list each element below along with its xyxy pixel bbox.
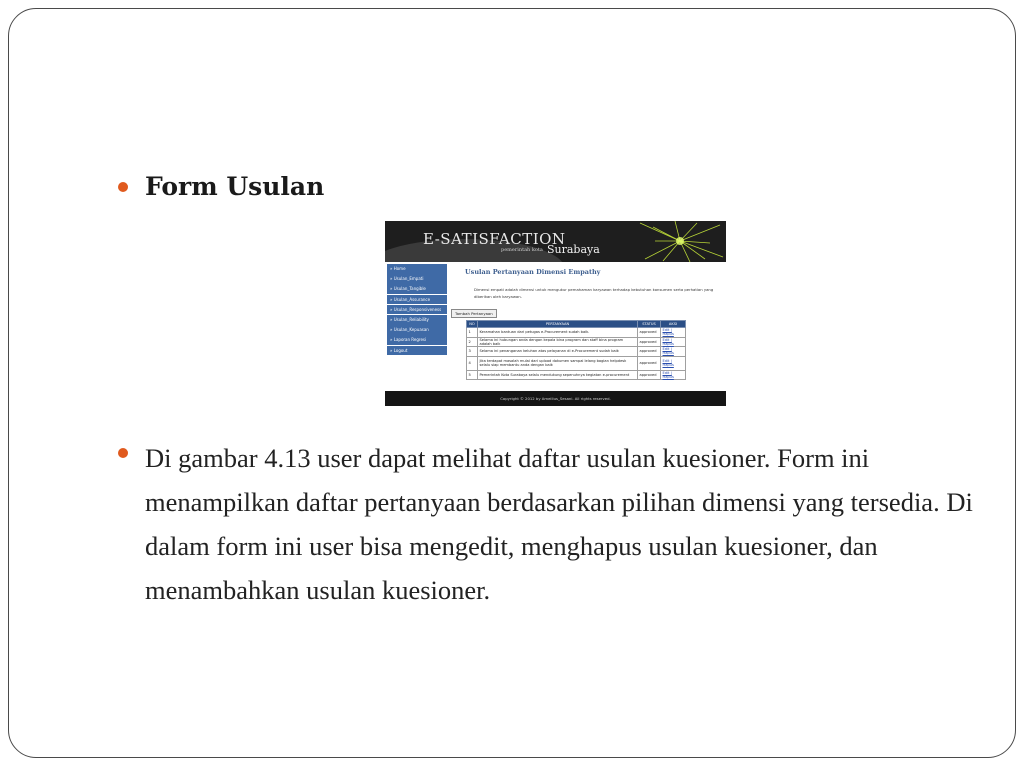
row-status: approved <box>638 328 661 338</box>
row-status: approved <box>638 347 661 357</box>
row-no: 1 <box>467 328 478 338</box>
row-no: 3 <box>467 347 478 357</box>
add-question-button[interactable]: Tambah Pertanyaan <box>451 309 497 318</box>
row-status: approved <box>638 337 661 347</box>
row-status: approved <box>638 370 661 380</box>
edit-link[interactable]: Edit <box>662 337 670 342</box>
app-brand: E-SATISFACTION <box>423 230 566 248</box>
nav-item-reliability[interactable]: » Usulan_Reliability <box>387 315 447 325</box>
table-row <box>467 347 686 357</box>
table-row <box>467 337 686 347</box>
row-no: 2 <box>467 337 478 347</box>
app-sidebar <box>387 264 447 356</box>
app-brand-subtitle: pemerintah kota <box>501 247 543 253</box>
page-description: Dimensi empati adalah dimensi untuk mengukur pemahaman karyawan terhadap kebutuhan konsumen serta perhatian yang diberikan oleh karyawan. <box>474 287 714 299</box>
delete-link[interactable]: Hapus <box>662 341 674 346</box>
nav-item-home[interactable]: » Home <box>387 264 447 274</box>
table-header-row <box>467 321 686 328</box>
questions-table <box>466 320 686 380</box>
edit-link[interactable]: Edit <box>662 328 670 333</box>
row-question: Selama ini penanganan keluhan atas pelayanan di e-Procurement sudah baik <box>478 347 638 357</box>
slide-paragraph: Di gambar 4.13 user dapat melihat daftar usulan kuesioner. Form ini menampilkan daftar pertanyaan berdasarkan pilihan dimensi yang tersedia. Di dalam form ini user bisa mengedit, menghapus usulan kuesioner, dan menambahkan usulan kuesioner. <box>145 443 973 605</box>
bullet-icon <box>118 182 128 192</box>
table-row <box>467 328 686 338</box>
app-screenshot <box>385 221 726 406</box>
edit-link[interactable]: Edit <box>662 359 670 363</box>
col-header-no: NO <box>467 321 478 328</box>
row-actions: Edit | Hapus <box>661 347 686 357</box>
slide-heading: Form Usulan <box>145 172 325 201</box>
row-actions: Edit | Hapus <box>661 370 686 380</box>
row-no: 5 <box>467 370 478 380</box>
col-header-status: STATUS <box>638 321 661 328</box>
edit-link[interactable]: Edit <box>662 370 670 375</box>
bullet-icon <box>118 448 128 458</box>
table-row <box>467 370 686 380</box>
delete-link[interactable]: Hapus <box>662 363 674 367</box>
row-actions: Edit | Hapus <box>661 356 686 370</box>
green-burst-graphic <box>635 221 726 262</box>
row-question: Jika terdapat masalah mulai dari upload dokumen sampai lelang bagian helpdesk selalu siap membantu anda dengan baik <box>478 356 638 370</box>
table-row <box>467 356 686 370</box>
nav-item-logout[interactable]: » Logout <box>387 346 447 356</box>
row-question: Selama ini hubungan anda dengan kepala bina program dan staff bina program adalah baik <box>478 337 638 347</box>
nav-item-laporan-regresi[interactable]: » Laporan Regresi <box>387 335 447 345</box>
app-brand-city: Surabaya <box>547 243 600 256</box>
delete-link[interactable]: Hapus <box>662 374 674 379</box>
nav-item-kepuasan[interactable]: » Usulan_Kepuasan <box>387 325 447 335</box>
col-header-action: AKSI <box>661 321 686 328</box>
nav-item-responsiveness[interactable]: » Usulan_Responsiveness <box>387 305 447 315</box>
app-main <box>455 268 723 319</box>
app-footer: Copyright © 2012 by Ameilius_Sesani. All rights reserved. <box>385 391 726 406</box>
nav-item-empati[interactable]: » Usulan_Empati <box>387 274 447 284</box>
row-question: Pemerintah Kota Surabaya selalu mendukung sepenuhnya kegiatan e-procurement <box>478 370 638 380</box>
nav-item-tangible[interactable]: » Usulan_Tangible <box>387 284 447 294</box>
row-status: approved <box>638 356 661 370</box>
row-actions: Edit | Hapus <box>661 337 686 347</box>
edit-link[interactable]: Edit <box>662 347 670 352</box>
col-header-question: PERTANYAAN <box>478 321 638 328</box>
app-header <box>385 221 726 262</box>
row-actions: Edit | Hapus <box>661 328 686 338</box>
delete-link[interactable]: Hapus <box>662 351 674 356</box>
row-question: Keramahan bantuan dari petugas e-Procurement sudah baik. <box>478 328 638 338</box>
page-title: Usulan Pertanyaan Dimensi Empathy <box>465 268 601 276</box>
nav-item-assurance[interactable]: » Usulan_Assurance <box>387 295 447 305</box>
delete-link[interactable]: Hapus <box>662 332 674 337</box>
row-no: 4 <box>467 356 478 370</box>
